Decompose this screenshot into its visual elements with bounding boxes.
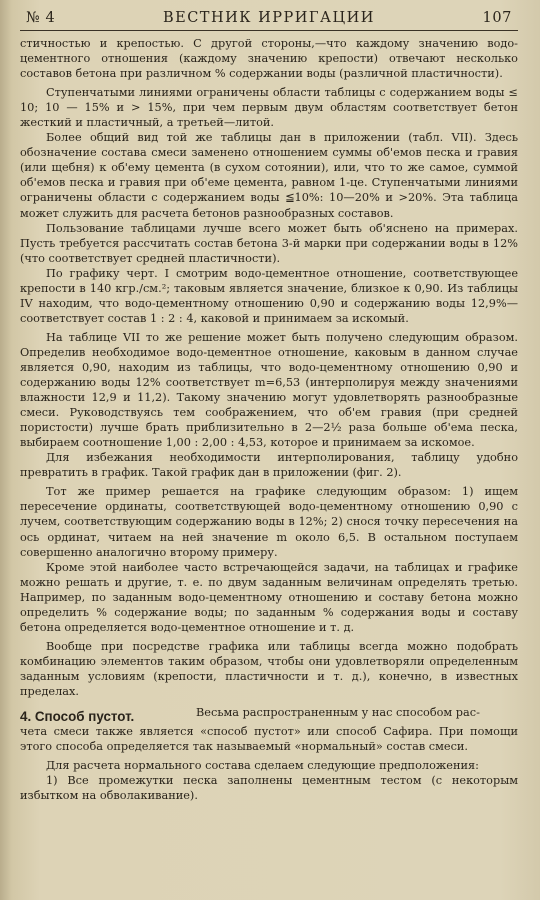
paragraph: Кроме этой наиболее часто встречающейся задачи, на таблицах и графике можно решать и другие, т. е. по двум заданным величинам определять третью. Например, по заданным водо-цементному отношению и составу бетона можно определить % содержание воды; по заданным % содержания воды и составу бетона определяется водо-цементное отношение и т. д. bbox=[20, 560, 518, 634]
section-text: чета смеси также является «способ пустот» или способ Сафира. При помощи этого способа определяется так называемый «нормальный» состав смеси. bbox=[20, 725, 518, 754]
running-header bbox=[20, 10, 518, 31]
paragraph: По графику черт. I смотрим водо-цементное отношение, соответствующее крепости в 140 кгр./см.²; таковым является значение, близкое к 0,90. Из таблицы IV находим, что водо-цементному отношению 0,90 и содержанию воды 12,9%—соответствует состав 1 : 2 : 4, каковой и принимаем за искомый. bbox=[20, 266, 518, 325]
paragraph: Для избежания необходимости интерполирования, таблицу удобно превратить в график. Такой график дан в приложении (фиг. 2). bbox=[20, 451, 518, 480]
paragraph: Для расчета нормального состава сделаем следующие предположения: bbox=[46, 759, 479, 773]
section-method-voids bbox=[20, 705, 518, 754]
paragraph: Ступенчатыми линиями ограничены области таблицы с содержанием воды ≤ 10; 10 — 15% и > 15%, при чем первым двум областям соответствует бетон жесткий и пластичный, а третьей—литой. bbox=[20, 86, 518, 130]
paragraph: Пользование таблицами лучше всего может быть об'яснено на примерах. Пусть требуется рассчитать состав бетона 3-й марки при содержании воды в 12% (что соответствует средней пластичности). bbox=[20, 221, 518, 265]
article-body bbox=[20, 36, 518, 803]
paragraph: стичностью и крепостью. С другой стороны,—что каждому значению водо-цементного отношения (каждому значению крепости) отвечают несколько составов бетона при различном % содержании воды (различной пластичности). bbox=[20, 37, 518, 81]
paragraph: Тот же пример решается на графике следующим образом: 1) ищем пересечение ординаты, соответствующей водо-цементному отношению 0,90 с лучем, соответствующим содержанию воды в 12%; 2) снося точку пересечения на ось ординат, читаем на ней значение m около 6,5. В остальном поступаем совершенно аналогично второму примеру. bbox=[20, 485, 518, 559]
section-heading: 4. Способ пустот. bbox=[20, 709, 135, 725]
paragraph: Вообще при посредстве графика или таблицы всегда можно подобрать комбинацию элементов таким образом, чтобы они удовлетворяли определенным заданным условиям (крепости, пластичности и т. д.), конечно, в известных пределах. bbox=[20, 639, 518, 698]
page-number: 107 bbox=[482, 10, 512, 26]
journal-title: ВЕСТНИК ИРРИГАЦИИ bbox=[162, 10, 375, 26]
paragraph: 1) Все промежутки песка заполнены цементным тестом (с некоторым избытком на обволакивание). bbox=[20, 774, 518, 803]
paragraph: Более общий вид той же таблицы дан в приложении (табл. VII). Здесь обозначение состава смеси заменено отношением суммы об'емов песка и гравия (или щебня) к об'ему цемента (в сухом сотоянии), или, что то же самое, суммой об'емов песка и гравия при об'еме цемента, равном 1-це. Ступенчатыми линиями ограничены области с содержанием воды ≦10%: 10—20% и >20%. Эта таблица может служить для расчета бетонов разнообразных составов. bbox=[20, 131, 518, 220]
section-first-line: Весьма распространенным у нас способом рас- bbox=[196, 706, 480, 720]
paragraph: На таблице VII то же решение может быть получено следующим образом. Определив необходимое водо-цементное отношение, каковым в данном случае является 0,90, находим из таблицы, что водо-цементному отношению 0,90 и содержанию воды 12% соответствует m=6,53 (интерполируя между значениями влажности 12,9 и 11,2). Такому значению могут удовлетворять разнообразные смеси. Руководствуясь тем соображением, что об'ем гравия (при средней пористости) лучше брать приблизительно в 2—2½ раза больше об'ема песка, выбираем соотношение 1,00 : 2,00 : 4,53, которое и принимаем за искомое. bbox=[20, 330, 518, 450]
issue-number: № 4 bbox=[26, 10, 56, 26]
